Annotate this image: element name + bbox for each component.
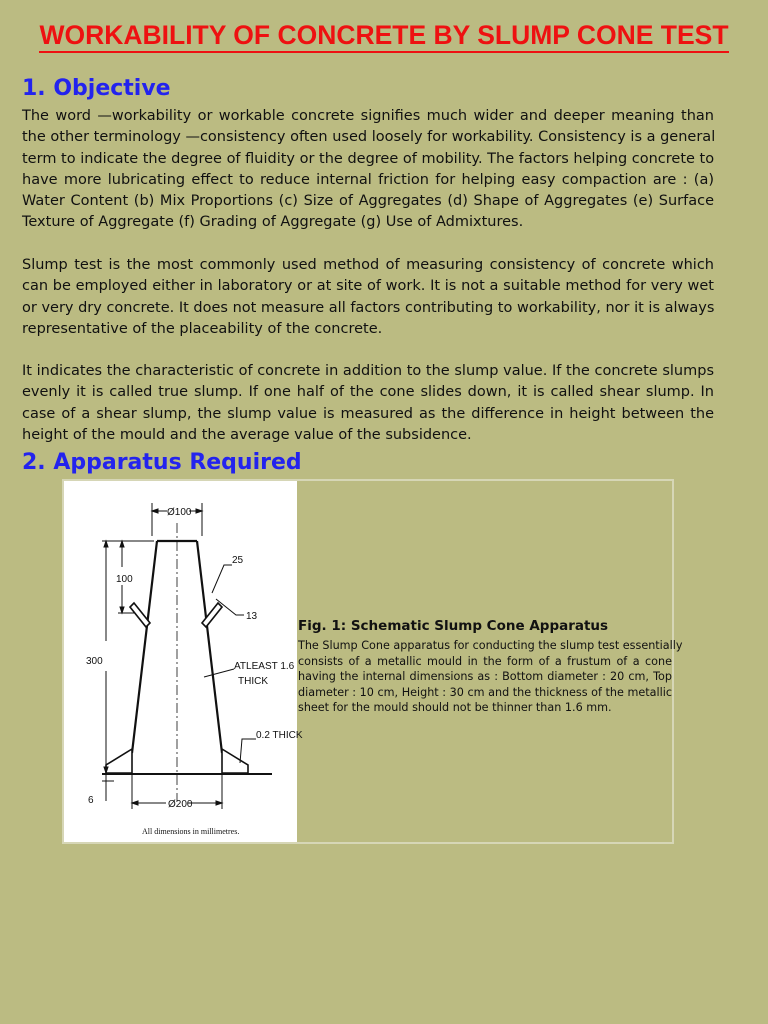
foot-right [222,749,248,773]
slump-cone-diagram [64,481,303,842]
label-02-thick: 0.2 THICK [256,730,303,741]
label-top-dia: Ø100 [167,507,192,518]
label-13: 13 [246,611,258,622]
label-thick: THICK [238,676,268,687]
label-25: 25 [232,555,244,566]
objective-paragraph-2: Slump test is the most commonly used method of measuring consistency of concrete which can be employed either in laboratory or at site of work. It is not a suitable method for very wet or very dry concrete. It does not measure all factors contributing to workability, nor it is always representative of the placeability of the concrete. [22,257,715,337]
label-atleast: ATLEAST 1.6 [234,661,295,672]
label-300: 300 [86,656,103,667]
label-100: 100 [116,574,133,585]
objective-paragraph-1: The word —workability or workable concrete signifies much wider and deeper meaning than the other terminology —consistency often used loosely for workability. Consistency is a general term to indicate the degree of fluidity or the degree of mobility. The factors helping concrete to have more lubricating effect to reduce internal friction for helping easy compaction are : (a) Water Content (b) Mix Proportions (c) Size of Aggregates (d) Shape of Aggregates (e) Surface Texture of Aggregate (f) Grading of Aggregate (g) Use of Admixtures. [22,108,716,231]
dimension-note: All dimensions in millimetres. [142,827,240,836]
section-heading-apparatus: 2. Apparatus Required [22,450,302,475]
label-bottom-dia: Ø200 [168,799,193,810]
figure-caption-text: The Slump Cone apparatus for conducting the slump test essentially consists of a metallic mould in the form of a frustum of a cone having the internal dimensions as : Bottom diameter : 20 cm, Top diameter : 10 cm, Height : 30 cm and the thickness of the metallic sheet for the mould should not be thinner than 1.6 mm. [298,639,683,714]
objective-paragraph-3: It indicates the characteristic of concrete in addition to the slump value. If the concrete slumps evenly it is called true slump. If one half of the cone slides down, it is called shear slump. In case of a shear slump, the slump value is measured as the difference in height between the height of the mould and the average value of the subsidence. [22,363,714,443]
page-title: WORKABILITY OF CONCRETE BY SLUMP CONE TEST [0,20,768,51]
section-heading-objective: 1. Objective [22,76,171,101]
figure-caption-title: Fig. 1: Schematic Slump Cone Apparatus [298,618,609,634]
foot-left [106,749,132,773]
handle-left [130,603,150,627]
label-6: 6 [88,795,94,806]
